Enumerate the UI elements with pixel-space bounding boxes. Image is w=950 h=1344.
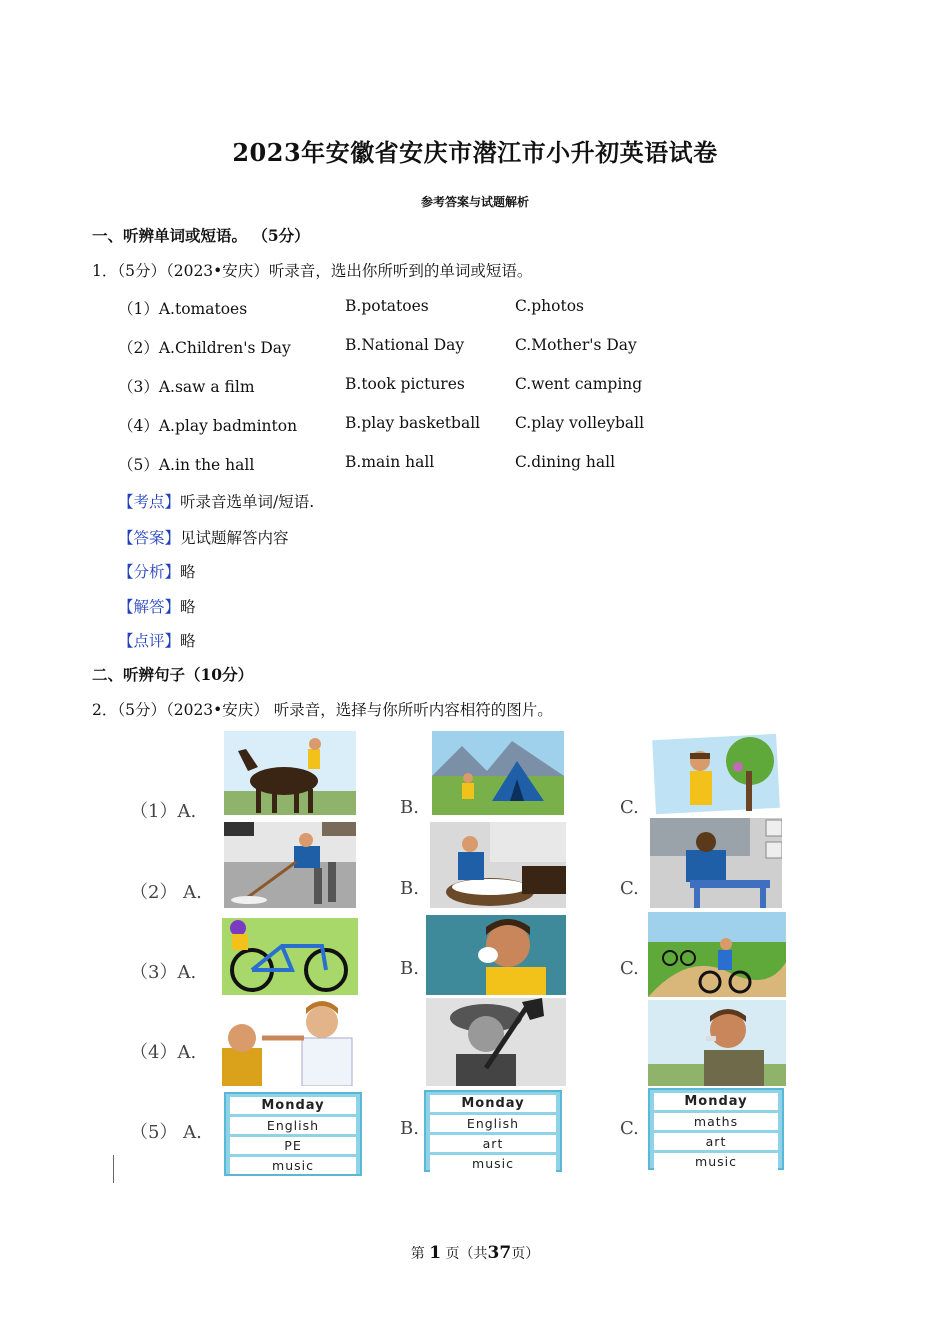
analysis-answer: 【答案】见试题解答内容 xyxy=(118,529,289,547)
schedule-c-day: Monday xyxy=(654,1093,778,1110)
washing-clothes-image xyxy=(430,822,566,908)
option-2a: （2）A.Children's Day xyxy=(118,339,291,357)
schedule-b-subject-1: English xyxy=(430,1115,556,1132)
pic-row-3-c-label: C. xyxy=(620,958,639,979)
option-5b: B.main hall xyxy=(345,453,435,471)
pic-row-5-c-label: C. xyxy=(620,1118,639,1139)
camping-tent-image xyxy=(432,731,564,815)
option-5a: （5）A.in the hall xyxy=(118,456,255,474)
option-4b: B.play basketball xyxy=(345,414,481,432)
pic-row-2-label: （2） A. xyxy=(130,882,202,903)
option-4c: C.play volleyball xyxy=(515,414,645,432)
sweeping-floor-image xyxy=(224,822,356,908)
option-1c: C.photos xyxy=(515,297,584,315)
pic-row-2-b-label: B. xyxy=(400,878,419,899)
schedule-a-subject-2: PE xyxy=(230,1137,356,1154)
boy-tree-photo-image xyxy=(650,731,782,815)
analysis-fenxi: 【分析】略 xyxy=(118,563,196,581)
man-whistle-image xyxy=(648,1000,786,1086)
document-title: 2023年安徽省安庆市潜江市小升初英语试卷 xyxy=(232,138,718,167)
analysis-kaodian: 【考点】听录音选单词/短语. xyxy=(118,493,315,511)
schedule-c xyxy=(648,1088,784,1170)
question-2-stem: 2．（5分）（2023•安庆） 听录音，选择与你所听内容相符的图片。 xyxy=(92,701,553,719)
analysis-jieda: 【解答】略 xyxy=(118,598,196,616)
schedule-a-subject-1: English xyxy=(230,1117,356,1134)
document-subtitle: 参考答案与试题解析 xyxy=(420,195,529,209)
schedule-b-subject-3: music xyxy=(430,1155,556,1172)
section-1-heading: 一、听辨单词或短语。 （5分） xyxy=(92,226,310,245)
schedule-a-day: Monday xyxy=(230,1097,356,1114)
schedule-c-subject-2: art xyxy=(654,1133,778,1150)
two-cyclists-image xyxy=(648,912,786,997)
option-1a: （1）A.tomatoes xyxy=(118,300,248,318)
page-total: 37 xyxy=(487,1243,512,1263)
pic-row-3-label: （3）A. xyxy=(130,962,197,983)
bicycle-rider-image xyxy=(222,918,358,995)
schedule-c-subject-3: music xyxy=(654,1153,778,1170)
schedule-b-subject-2: art xyxy=(430,1135,556,1152)
question-1-stem: 1．（5分）（2023•安庆）听录音，选出你所听到的单词或短语。 xyxy=(92,262,533,280)
option-3c: C.went camping xyxy=(515,375,643,393)
horse-riding-image xyxy=(224,731,356,815)
pic-row-1-c-label: C. xyxy=(620,797,639,818)
option-2b: B.National Day xyxy=(345,336,465,354)
boy-with-shovel-image xyxy=(426,998,566,1086)
schedule-a-subject-3: music xyxy=(230,1157,356,1174)
option-5c: C.dining hall xyxy=(515,453,616,471)
boy-sneezing-image xyxy=(426,915,566,995)
section-2-heading: 二、听辨句子（10分） xyxy=(92,665,254,684)
pic-row-1-label: （1）A. xyxy=(130,801,197,822)
doctor-patient-image xyxy=(222,998,362,1086)
analysis-dianping: 【点评】略 xyxy=(118,632,196,650)
schedule-c-subject-1: maths xyxy=(654,1113,778,1130)
pic-row-4-label: （4）A. xyxy=(130,1042,197,1063)
pic-row-2-c-label: C. xyxy=(620,878,639,899)
boy-at-desk-image xyxy=(650,818,782,908)
option-3b: B.took pictures xyxy=(345,375,465,393)
pic-row-3-b-label: B. xyxy=(400,958,419,979)
pic-row-5-label: （5） A. xyxy=(130,1122,202,1143)
schedule-b xyxy=(424,1090,562,1172)
pic-row-5-b-label: B. xyxy=(400,1118,419,1139)
schedule-b-day: Monday xyxy=(430,1095,556,1112)
option-1b: B.potatoes xyxy=(345,297,429,315)
option-2c: C.Mother's Day xyxy=(515,336,637,354)
page-footer: 第 1 页（共37页） xyxy=(410,1243,540,1263)
schedule-a xyxy=(224,1092,362,1176)
pic-row-1-b-label: B. xyxy=(400,797,419,818)
option-4a: （4）A.play badminton xyxy=(118,417,298,435)
margin-mark xyxy=(113,1155,114,1183)
page-number: 1 xyxy=(429,1243,442,1263)
option-3a: （3）A.saw a film xyxy=(118,378,255,396)
